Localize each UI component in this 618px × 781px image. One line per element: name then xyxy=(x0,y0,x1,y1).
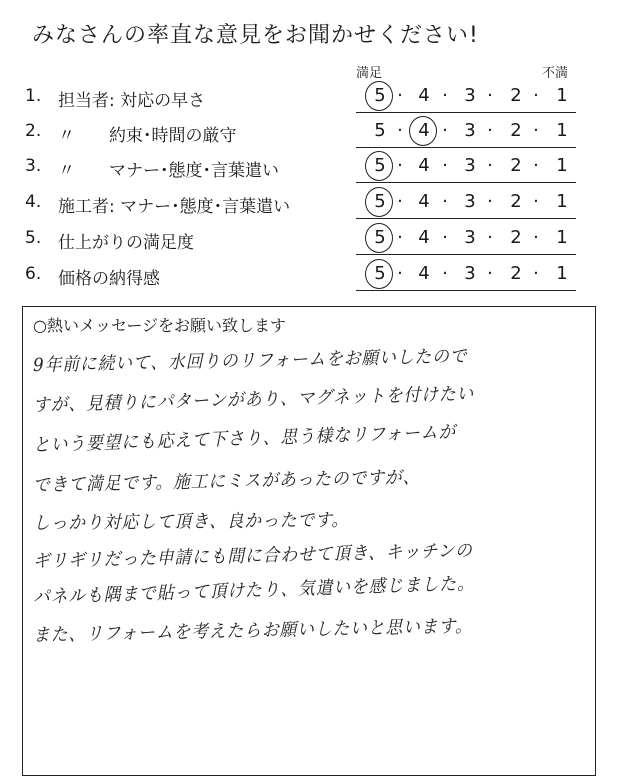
question-number: 5. xyxy=(25,228,42,248)
selected-rating-circle xyxy=(365,223,393,253)
rating-option-2[interactable]: 2 xyxy=(510,191,522,212)
rating-option-2[interactable]: 2 xyxy=(510,85,522,106)
message-line: という要望にも応えて下さり、思う様なリフォームが xyxy=(32,421,457,456)
rating-separator: · xyxy=(397,120,403,141)
message-heading: ○熱いメッセージをお願い致します xyxy=(33,316,287,335)
rating-option-3[interactable]: 3 xyxy=(464,191,476,212)
rating-separator: · xyxy=(397,155,403,176)
rating-separator: · xyxy=(487,155,493,176)
rating-option-5[interactable]: 5 xyxy=(374,227,386,248)
question-row xyxy=(0,222,618,258)
rating-option-5[interactable]: 5 xyxy=(374,263,386,284)
question-number: 2. xyxy=(25,121,42,141)
rating-separator: · xyxy=(533,227,539,248)
message-line: パネルも隅まで貼って頂けたり、気遣いを感じました。 xyxy=(32,573,475,608)
rating-option-1[interactable]: 1 xyxy=(556,227,568,248)
rating-separator: · xyxy=(442,263,448,284)
question-number: 4. xyxy=(25,192,42,212)
selected-rating-circle xyxy=(365,259,393,289)
rating-separator: · xyxy=(533,263,539,284)
rating-scale xyxy=(356,150,576,183)
rating-option-5[interactable]: 5 xyxy=(374,155,386,176)
question-row xyxy=(0,115,618,151)
rating-separator: · xyxy=(533,85,539,106)
rating-option-1[interactable]: 1 xyxy=(556,120,568,141)
rating-option-2[interactable]: 2 xyxy=(510,263,522,284)
rating-option-2[interactable]: 2 xyxy=(510,120,522,141)
rating-option-5[interactable]: 5 xyxy=(374,191,386,212)
rating-scale xyxy=(356,186,576,219)
rating-option-1[interactable]: 1 xyxy=(556,85,568,106)
rating-separator: · xyxy=(442,191,448,212)
rating-option-3[interactable]: 3 xyxy=(464,227,476,248)
rating-option-1[interactable]: 1 xyxy=(556,263,568,284)
question-label: 価格の納得感 xyxy=(58,269,160,289)
rating-separator: · xyxy=(442,120,448,141)
rating-separator: · xyxy=(442,85,448,106)
message-line: ギリギリだった申請にも間に合わせて頂き、キッチンの xyxy=(32,540,474,572)
question-label: 〃 約束･時間の厳守 xyxy=(58,126,237,146)
rating-separator: · xyxy=(533,120,539,141)
question-row xyxy=(0,186,618,222)
rating-option-4[interactable]: 4 xyxy=(418,120,430,141)
rating-option-5[interactable]: 5 xyxy=(374,120,386,141)
question-number: 3. xyxy=(25,156,42,176)
rating-option-3[interactable]: 3 xyxy=(464,155,476,176)
rating-separator: · xyxy=(397,263,403,284)
rating-option-4[interactable]: 4 xyxy=(418,263,430,284)
message-line: すが、見積りにパターンがあり、マグネットを付けたい xyxy=(32,383,475,416)
rating-separator: · xyxy=(442,227,448,248)
rating-option-2[interactable]: 2 xyxy=(510,155,522,176)
question-label: 担当者: 対応の早さ xyxy=(58,91,206,111)
rating-scale xyxy=(356,115,576,148)
rating-option-1[interactable]: 1 xyxy=(556,155,568,176)
rating-separator: · xyxy=(487,227,493,248)
rating-option-4[interactable]: 4 xyxy=(418,85,430,106)
rating-option-2[interactable]: 2 xyxy=(510,227,522,248)
rating-option-3[interactable]: 3 xyxy=(464,85,476,106)
rating-scale xyxy=(356,258,576,291)
selected-rating-circle xyxy=(365,81,393,111)
selected-rating-circle xyxy=(365,187,393,217)
rating-option-3[interactable]: 3 xyxy=(464,120,476,141)
rating-scale xyxy=(356,80,576,113)
message-box xyxy=(22,306,596,776)
rating-option-4[interactable]: 4 xyxy=(418,227,430,248)
selected-rating-circle xyxy=(365,151,393,181)
question-row xyxy=(0,258,618,294)
message-line: できて満足です。施工にミスがあったのですが、 xyxy=(32,466,421,496)
question-label: 仕上がりの満足度 xyxy=(58,233,194,253)
scale-label-satisfied: 満足 xyxy=(356,66,383,81)
question-number: 6. xyxy=(25,264,42,284)
rating-separator: · xyxy=(533,191,539,212)
rating-separator: · xyxy=(533,155,539,176)
rating-separator: · xyxy=(397,191,403,212)
rating-option-5[interactable]: 5 xyxy=(374,85,386,106)
scale-label-unsatisfied: 不満 xyxy=(542,66,569,81)
selected-rating-circle xyxy=(409,116,437,146)
question-row xyxy=(0,80,618,116)
question-number: 1. xyxy=(25,86,42,106)
question-row xyxy=(0,150,618,186)
rating-option-1[interactable]: 1 xyxy=(556,191,568,212)
rating-separator: · xyxy=(487,85,493,106)
message-line: しっかり対応して頂き、良かったです。 xyxy=(32,509,350,534)
rating-separator: · xyxy=(397,85,403,106)
rating-separator: · xyxy=(487,191,493,212)
rating-scale xyxy=(356,222,576,255)
message-line: また、リフォームを考えたらお願いしたいと思います。 xyxy=(32,615,473,646)
rating-separator: · xyxy=(487,120,493,141)
rating-option-4[interactable]: 4 xyxy=(418,155,430,176)
rating-option-3[interactable]: 3 xyxy=(464,263,476,284)
message-line: 9年前に続いて、水回りのリフォームをお願いしたので xyxy=(32,345,468,376)
rating-separator: · xyxy=(397,227,403,248)
survey-title: みなさんの率直な意見をお聞かせください! xyxy=(32,23,479,48)
rating-separator: · xyxy=(487,263,493,284)
question-label: 〃 マナー･態度･言葉遣い xyxy=(58,161,279,181)
rating-option-4[interactable]: 4 xyxy=(418,191,430,212)
rating-separator: · xyxy=(442,155,448,176)
question-label: 施工者: マナー･態度･言葉遣い xyxy=(58,197,291,217)
